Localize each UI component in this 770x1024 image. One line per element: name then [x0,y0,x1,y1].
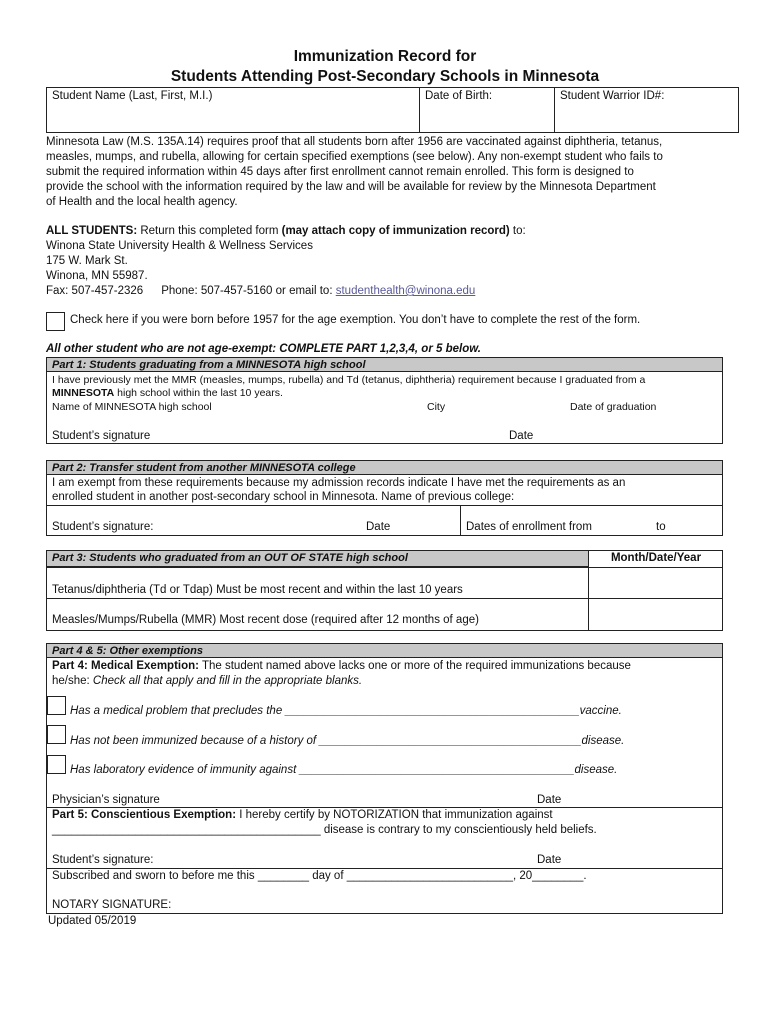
part4-text: The student named above lacks one or more of the required immunizations because [198,660,631,672]
all-students-text2: to: [509,225,526,237]
part2-date-field[interactable]: Date [366,521,391,533]
instruction-text: All other student who are not age-exempt: COMPLETE PART 1,2,3,4, or 5 below. [46,343,481,355]
mmr-row-label: Measles/Mumps/Rubella (MMR) Most recent dose (required after 12 months of age) [52,614,479,626]
enrollment-to-field[interactable]: to [656,521,666,533]
warrior-id-field[interactable]: Student Warrior ID#: [560,90,665,102]
all-students-block [46,224,526,299]
part5-text-1 [52,809,553,821]
part5-date-field[interactable]: Date [537,854,562,866]
part4-instruction: Check all that apply and fill in the appropriate blanks. [92,675,363,687]
mmr-date-field[interactable] [590,599,722,630]
student-name-field[interactable]: Student Name (Last, First, M.I.) [52,90,213,102]
part45-header: Part 4 & 5: Other exemptions [46,643,723,658]
part4-heshe: he/she: [52,675,93,687]
age-exemption-label: Check here if you were born before 1957 for the age exemption. You don’t have to complete the rest of the form. [70,314,641,326]
part3-header: Part 3: Students who graduated from an OUT OF STATE high school [46,550,589,567]
all-students-text: Return this completed form [137,225,282,237]
intro-paragraph [46,135,663,210]
part1-text-2 [52,387,283,399]
part2-text-1: I am exempt from these requirements because my admission records indicate I have met the requirements as an [52,477,626,489]
lab-evidence-checkbox[interactable] [47,755,66,774]
intro-line: measles, mumps, and rubella, allowing for certain specified exemptions (see below). Any non-exempt student who fails to [46,151,663,163]
divider [46,807,723,808]
intro-line: of Health and the local health agency. [46,196,238,208]
divider [419,87,420,133]
email-link[interactable]: studenthealth@winona.edu [335,285,476,297]
grad-date-field[interactable]: Date of graduation [570,401,657,413]
part5-signature-field[interactable]: Student’s signature: [52,854,154,866]
hs-city-field[interactable]: City [427,401,446,413]
part2-header: Part 2: Transfer student from another MINNESOTA college [46,460,723,475]
address-line: 175 W. Mark St. [46,255,128,267]
part5-disease-field[interactable]: __________________________________________ disease is contrary to my conscientiously held beliefs. [52,824,597,836]
month-date-year-header: Month/Date/Year [610,552,702,564]
intro-line: submit the required information within 45 days after first enrollment cannot remain enrolled. This form is designed to [46,166,634,178]
part1-date-field[interactable]: Date [509,430,534,442]
part4-lead: Part 4: Medical Exemption: [52,660,199,672]
part2-text-2: enrolled student in another post-secondary school in Minnesota. Name of previous college: [52,491,515,503]
enrollment-from-field[interactable]: Dates of enrollment from [466,521,592,533]
divider [588,550,589,631]
physician-date-field[interactable]: Date [537,794,562,806]
divider [460,505,461,536]
part1-text-1: I have previously met the MMR (measles, mumps, rubella) and Td (tetanus, diphtheria) requirement because I graduated from a [52,374,646,386]
part1-mn-bold: MINNESOTA [52,387,115,399]
part1-header: Part 1: Students graduating from a MINNESOTA high school [46,357,723,372]
divider [46,505,723,506]
intro-line: provide the school with the information required by the law and will be available for review by the Minnesota Department [46,181,656,193]
lab-evidence-option[interactable]: Has laboratory evidence of immunity against ___________________________________________disease. [70,764,618,776]
address-line: Winona, MN 55987. [46,270,148,282]
all-students-bold: (may attach copy of immunization record) [281,225,510,237]
title-line-2: Students Attending Post-Secondary Schools in Minnesota [170,68,600,85]
updated-date: Updated 05/2019 [48,915,137,927]
divider [554,87,555,133]
part4-text-2 [52,675,362,687]
part2-signature-field[interactable]: Student’s signature: [52,521,154,533]
part1-text-rest: high school within the last 10 years. [114,387,283,399]
part4-text-1 [52,660,631,672]
contact-line [46,284,526,299]
part5-lead: Part 5: Conscientious Exemption: [52,809,237,821]
part5-text: I hereby certify by NOTORIZATION that immunization against [236,809,553,821]
intro-line: Minnesota Law (M.S. 135A.14) requires proof that all students born after 1956 are vaccinated against diphtheria, tetanus, [46,136,663,148]
divider [46,868,723,869]
all-students-line [46,224,526,239]
td-date-field[interactable] [590,568,722,597]
medical-problem-checkbox[interactable] [47,696,66,715]
dob-field[interactable]: Date of Birth: [425,90,493,102]
title-line-1: Immunization Record for [293,48,477,65]
hs-name-field[interactable]: Name of MINNESOTA high school [52,401,212,413]
medical-problem-option[interactable]: Has a medical problem that precludes the ______________________________________________vaccine. [70,705,622,717]
sworn-statement-field[interactable]: Subscribed and sworn to before me this ________ day of __________________________, 20________. [52,870,587,882]
age-exemption-checkbox[interactable] [46,312,65,331]
address-line: Winona State University Health & Wellness Services [46,240,313,252]
phone-number: Phone: 507-457-5160 or email to: [161,285,336,297]
td-row-label: Tetanus/diphtheria (Td or Tdap) Must be most recent and within the last 10 years [52,584,463,596]
all-students-lead: ALL STUDENTS: [46,225,138,237]
immunization-history-option[interactable]: Has not been immunized because of a history of _________________________________________disease. [70,735,625,747]
fax-number: Fax: 507-457-2326 [46,285,144,297]
part1-signature-field[interactable]: Student’s signature [52,430,151,442]
physician-signature-field[interactable]: Physician’s signature [52,794,160,806]
notary-signature-field[interactable]: NOTARY SIGNATURE: [52,899,172,911]
immunization-history-checkbox[interactable] [47,725,66,744]
